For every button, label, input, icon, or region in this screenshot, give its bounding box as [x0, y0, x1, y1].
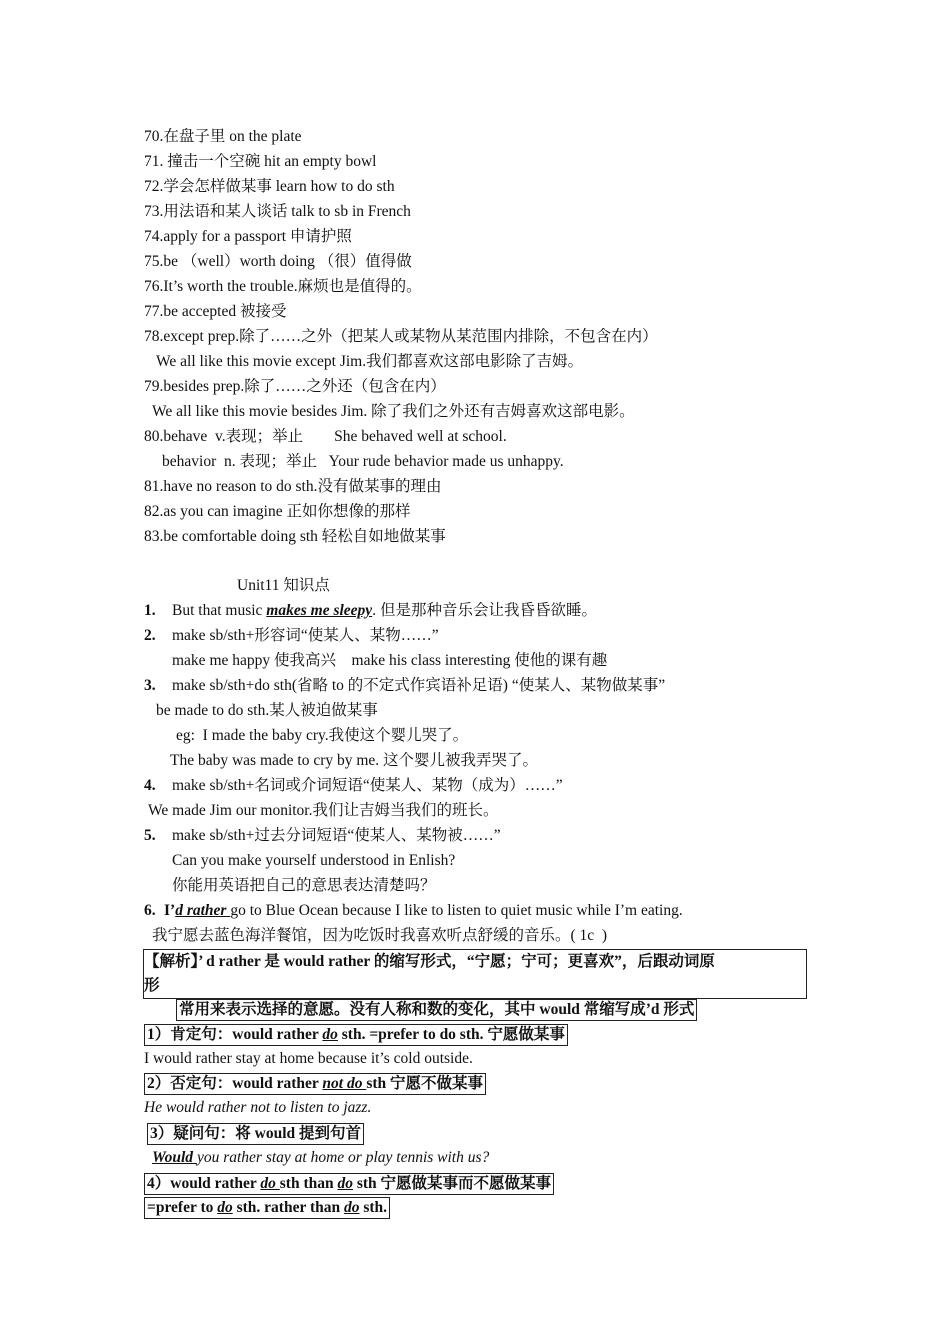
point-3-note: be made to do sth.某人被迫做某事: [156, 702, 378, 719]
list-item: 82.as you can imagine 正如你想像的那样: [144, 503, 411, 520]
point-3-example: The baby was made to cry by me. 这个婴儿被我弄哭了。: [170, 752, 539, 769]
list-item: 70.在盘子里 on the plate: [144, 128, 302, 145]
list-item: 77.be accepted 被接受: [144, 303, 287, 320]
highlight-phrase: makes me sleepy: [266, 602, 373, 619]
point-2: 2. make sb/sth+形容词“使某人、某物……”: [144, 627, 439, 644]
point-number: 4.: [144, 777, 156, 794]
rule-example: I would rather stay at home because it’s cold outside.: [144, 1050, 473, 1067]
analysis-line: 【解析】’ d rather 是 would rather 的缩写形式，“宁愿；宁可；更喜欢”，后跟动词原: [144, 953, 715, 970]
list-item-example: We all like this movie except Jim.我们都喜欢这部电影除了吉姆。: [156, 353, 584, 370]
point-5: 5. make sb/sth+过去分词短语“使某人、某物被……”: [144, 827, 501, 844]
list-item: 81.have no reason to do sth.没有做某事的理由: [144, 478, 442, 495]
point-2-example: make me happy 使我高兴 make his class interesting 使他的课有趣: [172, 652, 608, 669]
list-item-example: We all like this movie besides Jim. 除了我们之外还有吉姆喜欢这部电影。: [152, 403, 635, 420]
point-number: 3.: [144, 677, 156, 694]
rule-example: Would you rather stay at home or play tennis with us?: [152, 1149, 490, 1166]
list-item: 73.用法语和某人谈话 talk to sb in French: [144, 203, 411, 220]
rule-preference: 4）would rather do sth than do sth 宁愿做某事而不愿做某事: [144, 1173, 554, 1195]
list-item: 75.be （well）worth doing （很）值得做: [144, 253, 412, 270]
point-number: 2.: [144, 627, 156, 644]
unit-title: Unit11 知识点: [237, 577, 330, 594]
list-item: 83.be comfortable doing sth 轻松自如地做某事: [144, 528, 446, 545]
list-item: 74.apply for a passport 申请护照: [144, 228, 352, 245]
rule-example: He would rather not to listen to jazz.: [144, 1099, 372, 1116]
rule-negative: 2）否定句：would rather not do sth 宁愿不做某事: [144, 1073, 486, 1095]
rule-affirmative: 1）肯定句：would rather do sth. =prefer to do sth. 宁愿做某事: [144, 1024, 568, 1046]
point-3: 3. make sb/sth+do sth(省略 to 的不定式作宾语补足语) “使某人、某物做某事”: [144, 677, 666, 694]
point-3-example: eg: I made the baby cry.我使这个婴儿哭了。: [176, 727, 469, 744]
point-number: 1.: [144, 602, 156, 619]
point-number: 6.: [144, 902, 156, 919]
rule-equivalent: =prefer to do sth. rather than do sth.: [144, 1197, 390, 1219]
analysis-box: [143, 949, 807, 999]
list-item: 76.It’s worth the trouble.麻烦也是值得的。: [144, 278, 422, 295]
rule-question: 3）疑问句：将 would 提到句首: [147, 1123, 364, 1145]
list-item: 79.besides prep.除了……之外还（包含在内）: [144, 378, 446, 395]
list-item: 71. 撞击一个空碗 hit an empty bowl: [144, 153, 377, 170]
point-4: 4. make sb/sth+名词或介词短语“使某人、某物（成为）……”: [144, 777, 563, 794]
point-4-example: We made Jim our monitor.我们让吉姆当我们的班长。: [148, 802, 499, 819]
point-6-translation: 我宁愿去蓝色海洋餐馆，因为吃饭时我喜欢听点舒缓的音乐。( 1c ): [152, 927, 608, 944]
point-6: 6. I’d rather go to Blue Ocean because I like to listen to quiet music while I’m eating.: [144, 902, 683, 919]
point-number: 5.: [144, 827, 156, 844]
analysis-line: 形: [144, 977, 160, 994]
list-item: 78.except prep.除了……之外（把某人或某物从某范围内排除，不包含在内）: [144, 328, 658, 345]
analysis-note: 常用来表示选择的意愿。没有人称和数的变化，其中 would 常缩写成’d 形式: [176, 999, 697, 1021]
list-item-example: behavior n. 表现；举止 Your rude behavior made us unhappy.: [162, 453, 564, 470]
point-5-example: Can you make yourself understood in Enlish?: [172, 852, 456, 869]
highlight-phrase: d rather: [175, 902, 231, 919]
point-5-translation: 你能用英语把自己的意思表达清楚吗？: [172, 877, 436, 894]
list-item: 80.behave v.表现；举止 She behaved well at school.: [144, 428, 507, 445]
list-item: 72.学会怎样做某事 learn how to do sth: [144, 178, 395, 195]
point-1: 1. But that music makes me sleepy. 但是那种音乐会让我昏昏欲睡。: [144, 602, 597, 619]
